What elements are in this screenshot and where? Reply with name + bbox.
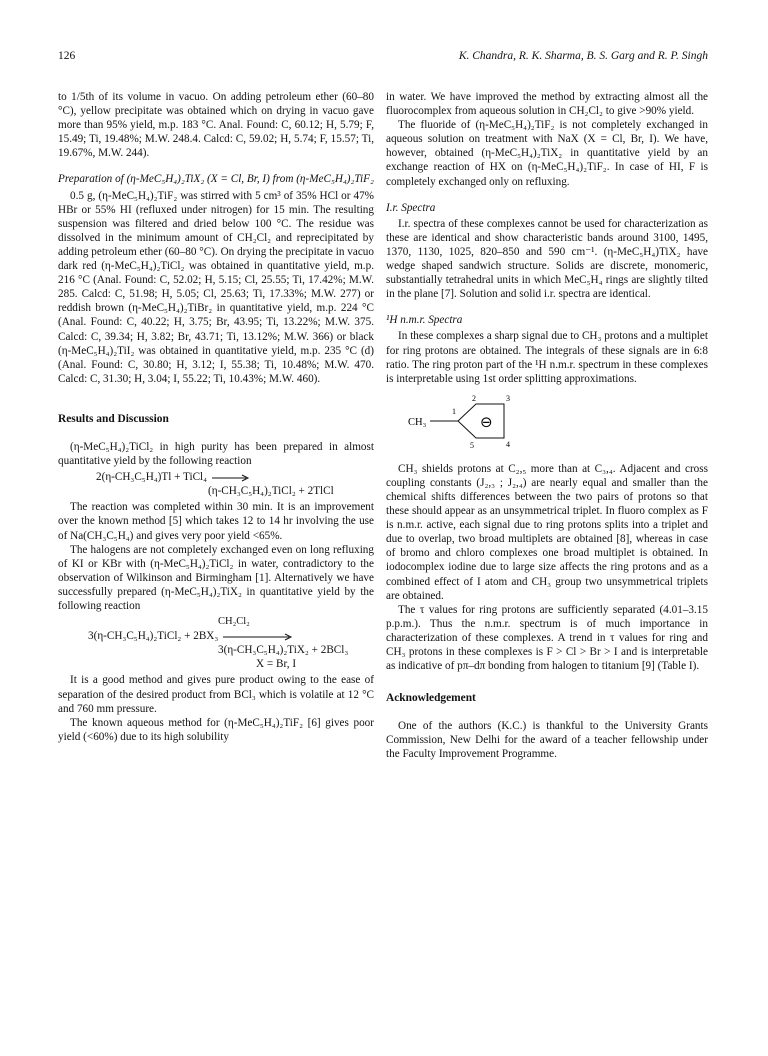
page-header: [58, 50, 708, 66]
paragraph: One of the authors (K.C.) is thankful to the University Grants Commission, New Delhi for the award of a teacher fellowship under the Faculty Improvement Programme.: [386, 720, 708, 761]
reaction-arrow-icon: [221, 633, 293, 641]
paragraph: The fluoride of (η-MeC₅H₄)₂TiF₂ is not completely exchanged in aqueous solution on treatment with NaX (X = Cl, Br, I). We have, however, obtained (η-MeC₅H₄)₂TiX₂ in quantitative yield by an exchange reaction of HX on (η-MeC₅H₄)₂TiF₂. In case of HI, F is completely exchanged only on refluxing.: [386, 119, 708, 188]
equation-condition: X = Br, I: [256, 658, 297, 671]
equation-left: 2(η-CH₃C₅H₄)Tl + TiCl₄: [96, 471, 208, 484]
section-subheading: I.r. Spectra: [386, 201, 436, 214]
reaction-arrow-icon: [210, 474, 250, 482]
paragraph: In these complexes a sharp signal due to CH₃ protons and a multiplet for ring protons are obtained. The integrals of these signals are in 6:8 ratio. The ring proton part of the ¹H n.m.r. spectrum in these complexes is interpretable using 1st order splitting approximations.: [386, 330, 708, 385]
paragraph: to 1/5th of its volume in vacuo. On adding petroleum ether (60–80 °C), yellow precipitate was obtained which on drying in vacuo gave more than 95% yield, m.p. 183 °C. Anal. Found: C, 60.12; H, 5.79; F, 15.49; Ti, 19.48%; M.W. 248.4. Calcd: C, 59.02; H, 5.74; F, 15.57; Ti, 19.67%, M.W. 244).: [58, 91, 374, 160]
paragraph: The halogens are not completely exchanged even on long refluxing of KI or KBr with (η-MeC₅H₄)₂TiCl₂ in water, contradictory to the observation of Wilkinson and Birmingham [1]. Alternatively we have successfully prepared (η-MeC₅H₄)₂TiX₂ in quantitative yield by the following reaction: [58, 543, 374, 612]
equation-right: 3(η-CH₃C₅H₄)₂TiX₂ + 2BCl₃: [218, 644, 349, 657]
equation-2: [58, 615, 374, 671]
equation-left: 3(η-CH₃C₅H₄)₂TiCl₂ + 2BX₃: [88, 630, 219, 643]
position-4: 4: [506, 439, 510, 449]
paragraph: The reaction was completed within 30 min. It is an improvement over the known method [5] which takes 12 to 14 hr involving the use of Na(CH₃C₅H₄) and gives very poor yield <65%.: [58, 501, 374, 542]
equation-1: [58, 470, 374, 498]
ch3-label: CH₃: [408, 416, 427, 428]
section-heading: Acknowledgement: [386, 692, 476, 705]
position-5: 5: [470, 440, 474, 450]
equation-right: (η-CH₃C₅H₄)₂TiCl₂ + 2TlCl: [208, 485, 334, 498]
negative-charge-icon: ⊖: [480, 412, 493, 431]
paragraph: The known aqueous method for (η-MeC₅H₄)₂TiF₂ [6] gives poor yield (<60%) due to its high solubility: [58, 716, 374, 743]
paragraph: CH₃ shields protons at C₂,₅ more than at C₃,₄. Adjacent and cross coupling constants (J₂,₃ ; J₂,₄) are nearly equal and smaller than the chemical shifts differences between the two pairs of protons so that these should appear as an unsymmetrical triplet. In fluoro complex as F is n.m.r. active, each signal due to ring protons splits into a triplet and due to overlap, two broad multiplets are obtained [8], whereas in case of bromo and chloro complexes one broad multiplet is obtained. In iodocomplex iodine due to large size affects the ring protons and as a combined effect of I atom and CH₃ group two unsymmetrical triplets are obtained.: [386, 462, 708, 602]
section-subheading: ¹H n.m.r. Spectra: [386, 314, 463, 327]
paragraph: in water. We have improved the method by extracting almost all the fluorocomplex from aqueous solution in CH₂Cl₂ to give >90% yield.: [386, 91, 708, 118]
position-2: 2: [472, 393, 476, 403]
running-head: K. Chandra, R. K. Sharma, B. S. Garg and R. P. Singh: [458, 50, 708, 62]
arrow-condition: CH₂Cl₂: [218, 616, 250, 628]
section-subheading: Preparation of (η-MeC₅H₄)₂TiX₂ (X = Cl, Br, I) from (η-MeC₅H₄)₂TiF₂: [58, 173, 374, 186]
methylcyclopentadienyl-structure: [406, 392, 708, 452]
paragraph: It is a good method and gives pure product owing to the ease of separation of the desired product from BCl₃ which is volatile at 12 °C and 760 mm pressure.: [58, 674, 374, 715]
structure-diagram: [406, 392, 546, 452]
paragraph: The τ values for ring protons are sufficiently separated (4.01–3.15 p.p.m.). Thus the n.m.r. spectrum is of much importance in characterization of these complexes. A trend in τ values for ring and CH₃ protons in these complexes is F > Cl > Br > I and is interpretable as indicative of pπ–dπ bonding from halogen to titanium [9] (Table I).: [386, 603, 708, 673]
right-column: [386, 90, 708, 762]
paragraph: 0.5 g, (η-MeC₅H₄)₂TiF₂ was stirred with 5 cm³ of 35% HCl or 47% HBr or 55% HI (refluxed under nitrogen) for 15 min. The resulting suspension was filtered and dried below 100 °C. The residue was dissolved in the minimum amount of CH₂Cl₂ and reprecipitated by adding petroleum ether (60–80 °C). On drying the precipitate in vacuo dark red (η-MeC₅H₄)₂TiCl₂ was obtained in quantitative yield, m.p. 216 °C (Anal. Found: C, 52.02; H, 5.15; Cl, 25.55; Ti, 17.42%; M.W. 285. Calcd: C, 51.98; H, 5.05; Cl, 25.63; Ti, 17.33%; M.W. 277) or reddish brown (η-MeC₅H₄)₂TiBr₂ in quantitative yield, m.p. 224 °C (Anal. Found: C, 40.22; H, 3.75; Br, 43.95; Ti, 13.22%; M.W. 375. Calcd: C, 39.34; H, 3.82; Br, 43.71; Ti, 13.12%; M.W. 366) or black (η-MeC₅H₄)₂TiI₂ was obtained in quantitative yield, m.p. 235 °C (d) (Anal. Found: C, 30.80; H, 3.12; I, 55.38; Ti, 10.48%; M.W. 470. Calcd: C, 31.30; H, 3.04; I, 55.22; Ti, 10.43%; M.W. 460).: [58, 189, 374, 385]
position-3: 3: [506, 393, 510, 403]
paragraph: (η-MeC₅H₄)₂TiCl₂ in high purity has been prepared in almost quantitative yield by the following reaction: [58, 440, 374, 468]
paragraph: I.r. spectra of these complexes cannot be used for characterization as these are identical and show characteristic bands around 3100, 1495, 1370, 1130, 1025, 820–850 and 590 cm⁻¹. (η-MeC₅H₄)TiX₂ have wedge shaped sandwich structure. Solids are discrete, monomeric, substantially tetrahedral units in which MeC₅H₄ rings are slightly tilted in the plane [7]. Solution and solid i.r. spectra are identical.: [386, 217, 708, 301]
position-1: 1: [452, 406, 456, 416]
page-number: 126: [58, 50, 76, 62]
left-column: [58, 90, 374, 744]
section-heading: Results and Discussion: [58, 412, 169, 425]
